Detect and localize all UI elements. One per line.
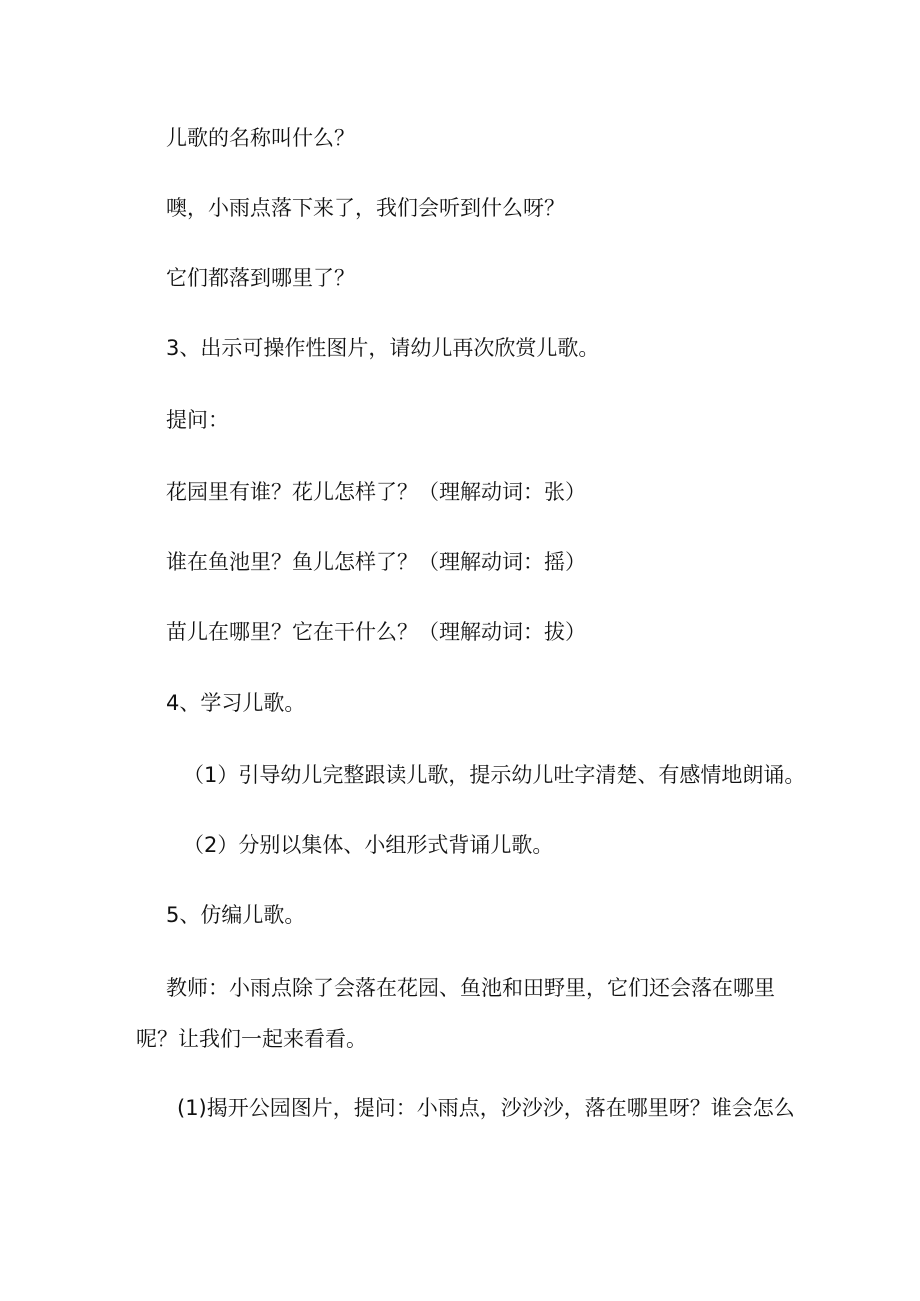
question-garden: 花园里有谁？花儿怎样了？（理解动词：张） bbox=[166, 480, 586, 504]
step-3-heading: 3、出示可操作性图片，请幼儿再次欣赏儿歌。 bbox=[166, 336, 600, 360]
step-5-heading: 5、仿编儿歌。 bbox=[166, 903, 306, 927]
question-fish-pond: 谁在鱼池里？鱼儿怎样了？（理解动词：摇） bbox=[166, 550, 586, 574]
question-song-name: 儿歌的名称叫什么？ bbox=[166, 126, 355, 150]
question-where-landed: 它们都落到哪里了？ bbox=[166, 266, 355, 290]
step-4-item-1: （1）引导幼儿完整跟读儿歌，提示幼儿吐字清楚、有感情地朗诵。 bbox=[183, 763, 806, 787]
question-what-we-hear: 噢，小雨点落下来了，我们会听到什么呀？ bbox=[166, 196, 565, 220]
step-4-item-2: （2）分别以集体、小组形式背诵儿歌。 bbox=[183, 833, 554, 857]
teacher-prompt-line-1: 教师：小雨点除了会落在花园、鱼池和田野里，它们还会落在哪里 bbox=[166, 976, 775, 1000]
questions-label: 提问： bbox=[166, 408, 229, 432]
step-5-item-1: (1)揭开公园图片，提问：小雨点，沙沙沙，落在哪里呀？谁会怎么 bbox=[177, 1096, 795, 1120]
teacher-prompt-line-2: 呢？让我们一起来看看。 bbox=[136, 1027, 367, 1051]
step-4-heading: 4、学习儿歌。 bbox=[166, 691, 306, 715]
question-seedlings: 苗儿在哪里？它在干什么？（理解动词：拔） bbox=[166, 620, 586, 644]
